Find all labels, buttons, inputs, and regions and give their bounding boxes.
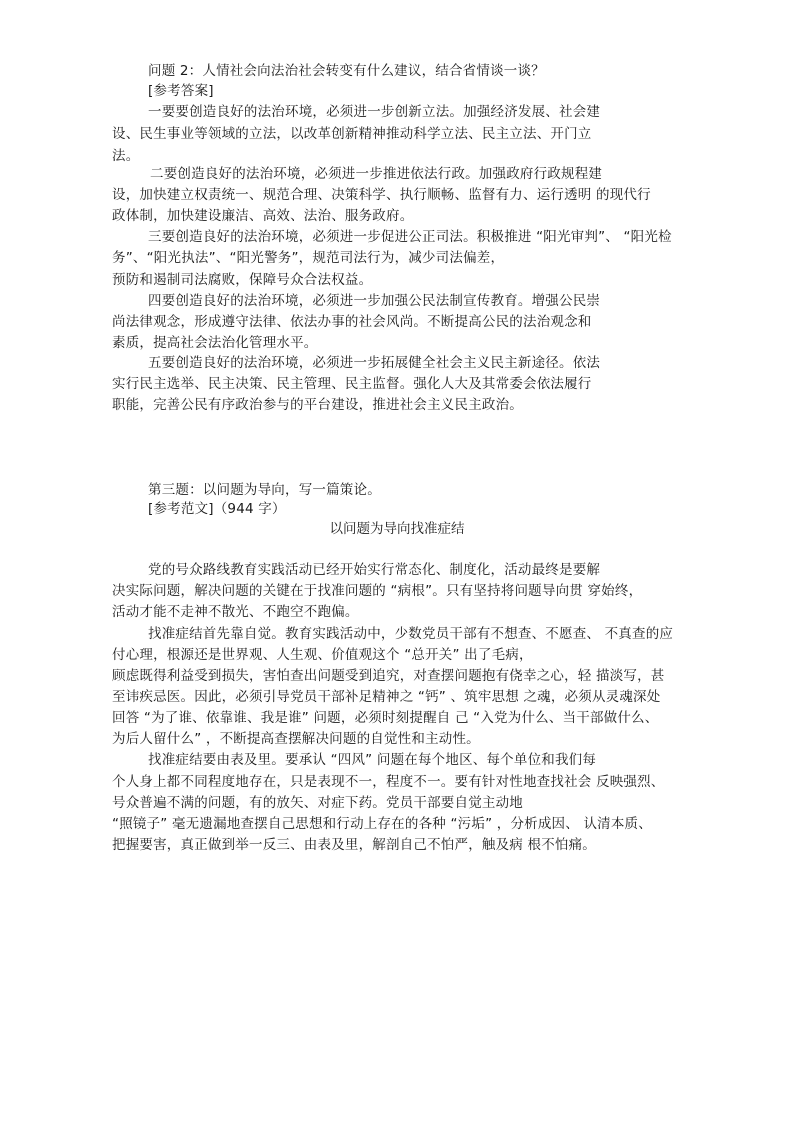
- paragraph-line: 素质，提高社会法治化管理水平。: [112, 335, 318, 351]
- paragraph-line: 党的号众路线教育实践活动已经开始实行常态化、制度化，活动最终是要解: [148, 562, 601, 578]
- answer-label: [参考答案]: [148, 83, 214, 99]
- paragraph-line: 活动才能不走神不散光、不跑空不跑偏。: [112, 604, 359, 620]
- paragraph-line: 号众普遍不满的问题，有的放矢、对症下药。党员干部要自觉主动地: [112, 795, 523, 811]
- paragraph-line: 二要创造良好的法治环境，必须进一步推进依法行政。加强政府行政规程建: [150, 166, 603, 182]
- paragraph-line: 实行民主选举、民主决策、民主管理、民主监督。强化人大及其常委会依法履行: [112, 376, 592, 392]
- paragraph-line: 一要要创造良好的法治环境，必须进一步创新立法。加强经济发展、社会建: [148, 104, 601, 120]
- sample-label: [参考范文]（944 字）: [148, 501, 286, 517]
- paragraph-line: 把握要害，真正做到举一反三、由表及里，解剖自己不怕严，触及病 根不怕痛。: [112, 837, 596, 853]
- paragraph-line: 职能，完善公民有序政治参与的平台建设，推进社会主义民主政治。: [112, 397, 523, 413]
- paragraph-line: 至讳疾忌医。因此，必须引导党员干部补足精神之 “钙” 、筑牢思想 之魂，必须从灵魂深处: [112, 689, 661, 705]
- paragraph-line: 顾虑既得利益受到损失，害怕查出问题受到追究，对查摆问题抱有侥幸之心，轻 描淡写，甚: [112, 668, 665, 684]
- paragraph-line: 付心理，根源还是世界观、人生观、价值观这个 “总开关” 出了毛病，: [112, 647, 533, 663]
- paragraph-line: 尚法律观念，形成遵守法律、依法办事的社会风尚。不断提高公民的法治观念和: [112, 314, 592, 330]
- paragraph-line: 政体制，加快建设廉洁、高效、法治、服务政府。: [112, 208, 414, 224]
- question-2: 问题 2：人情社会向法治社会转变有什么建议，结合省情谈一谈？: [148, 63, 545, 79]
- essay-title: 以问题为导向找准症结: [329, 521, 465, 537]
- paragraph-line: 务”、“阳光执法”、“阳光警务”，规范司法行为，减少司法偏差，: [112, 250, 505, 266]
- paragraph-line: 设、民生事业等领域的立法，以改革创新精神推动科学立法、民主立法、开门立: [112, 126, 592, 142]
- paragraph-line: 三要创造良好的法治环境，必须进一步促进公正司法。积极推进 “阳光审判”、 “阳光检: [148, 229, 672, 245]
- paragraph-line: 五要创造良好的法治环境，必须进一步拓展健全社会主义民主新途径。依法: [148, 355, 601, 371]
- paragraph-line: 设，加快建立权责统一、规范合理、决策科学、执行顺畅、监督有力、运行透明 的现代行: [112, 187, 651, 203]
- question-3: 第三题：以问题为导向，写一篇策论。: [148, 482, 381, 498]
- paragraph-line: 回答 “为了谁、依靠谁、我是谁” 问题，必须时刻提醒自 己 “入党为什么、当干部做什么、: [112, 710, 659, 726]
- paragraph-line: 预防和遏制司法腐败，保障号众合法权益。: [112, 272, 373, 288]
- paragraph-line: 为后人留什么” ，不断提高查摆解决问题的自觉性和主动性。: [112, 731, 480, 747]
- paragraph-line: 个人身上都不同程度地存在，只是表现不一，程度不一。要有针对性地查找社会 反映强烈、: [112, 774, 665, 790]
- paragraph-line: 决实际问题，解决问题的关键在于找准问题的 “病根”。只有坚持将问题导向贯 穿始终，: [112, 583, 643, 599]
- paragraph-line: 法。: [112, 148, 140, 164]
- paragraph-line: 找准症结要由表及里。要承认 “四风” 问题在每个地区、每个单位和我们每: [148, 752, 597, 768]
- paragraph-line: “照镜子” 毫无遗漏地查摆自己思想和行动上存在的各种 “污垢” ，分析成因、 认清本质、: [112, 816, 652, 832]
- paragraph-line: 四要创造良好的法治环境，必须进一步加强公民法制宣传教育。增强公民崇: [148, 293, 601, 309]
- paragraph-line: 找准症结首先靠自觉。教育实践活动中，少数党员干部有不想查、不愿查、 不真查的应: [148, 626, 674, 642]
